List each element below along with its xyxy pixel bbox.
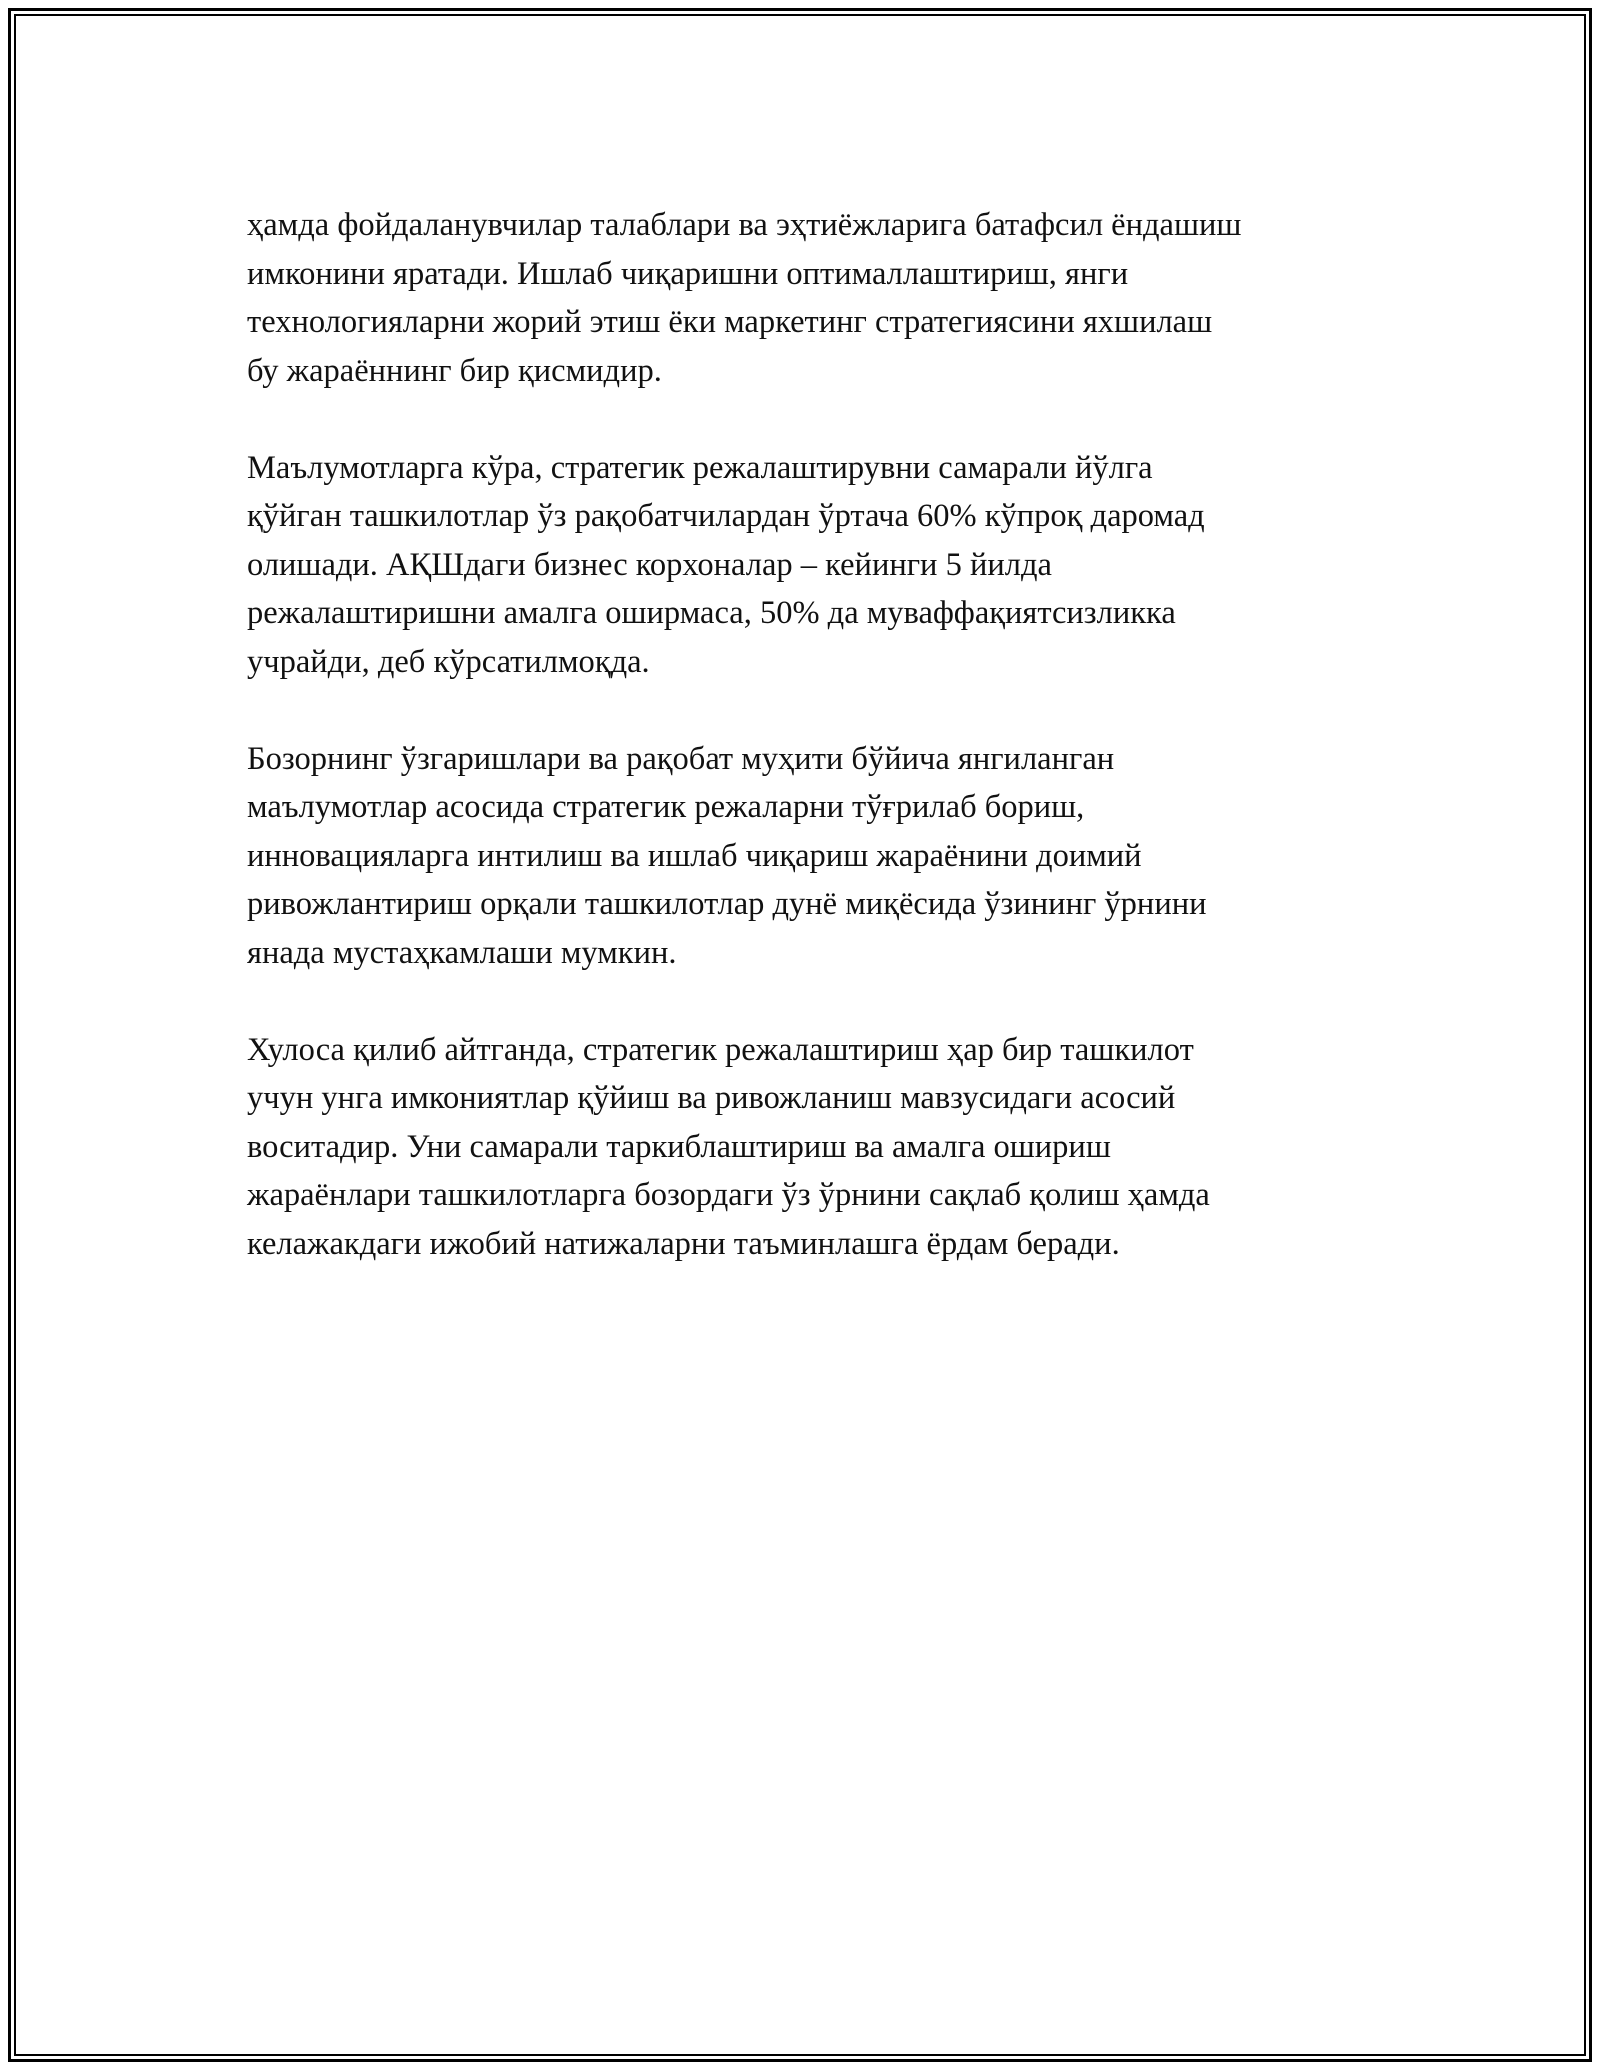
text-line: жараёнлари ташкилотларга бозордаги ўз ўрнини сақлаб қолиш ҳамда xyxy=(247,1177,1210,1213)
text-line: учрайди, деб кўрсатилмоқда. xyxy=(247,643,650,680)
text-line: қўйган ташкилотлар ўз рақобатчилардан ўртача 60% кўпроқ даромад xyxy=(247,498,1205,534)
text-line: инновацияларга интилиш ва ишлаб чиқариш жараёнини доимий xyxy=(247,837,1142,874)
text-line: Хулоса қилиб айтганда, стратегик режалаштириш ҳар бир ташкилот xyxy=(247,1031,1194,1068)
text-line: технологияларни жорий этиш ёки маркетинг стратегиясини яхшилаш xyxy=(247,304,1213,340)
text-line: бу жараённинг бир қисмидир. xyxy=(247,352,662,389)
text-line: ривожлантириш орқали ташкилотлар дунё миқёсида ўзининг ўрнини xyxy=(247,886,1207,922)
page-border xyxy=(8,8,1592,2062)
paragraph-2 xyxy=(247,444,1427,687)
paragraph-3 xyxy=(247,735,1427,978)
text-line: янада мустаҳкамлаши мумкин. xyxy=(247,934,677,971)
text-line: олишади. АҚШдаги бизнес корхоналар – кейинги 5 йилда xyxy=(247,546,1052,583)
text-line: учун унга имкониятлар қўйиш ва ривожланиш мавзусидаги асосий xyxy=(247,1080,1176,1116)
paragraph-1 xyxy=(247,201,1427,395)
document-body xyxy=(247,201,1427,1317)
text-line: маълумотлар асосида стратегик режаларни тўғрилаб бориш, xyxy=(247,789,1085,825)
text-line: имконини яратади. Ишлаб чиқаришни оптималлаштириш, янги xyxy=(247,255,1129,292)
text-line: воситадир. Уни самарали таркиблаштириш ва амалга ошириш xyxy=(247,1128,1111,1165)
text-line: келажакдаги ижобий натижаларни таъминлашга ёрдам беради. xyxy=(247,1225,1120,1262)
text-line: Бозорнинг ўзгаришлари ва рақобат муҳити бўйича янгиланган xyxy=(247,740,1115,777)
paragraph-4 xyxy=(247,1026,1427,1269)
text-line: ҳамда фойдаланувчилар талаблари ва эҳтиёжларига батафсил ёндашиш xyxy=(247,207,1242,243)
text-line: режалаштиришни амалга оширмаса, 50% да муваффақиятсизликка xyxy=(247,595,1176,631)
text-line: Маълумотларга кўра, стратегик режалаштирувни самарали йўлга xyxy=(247,449,1153,486)
